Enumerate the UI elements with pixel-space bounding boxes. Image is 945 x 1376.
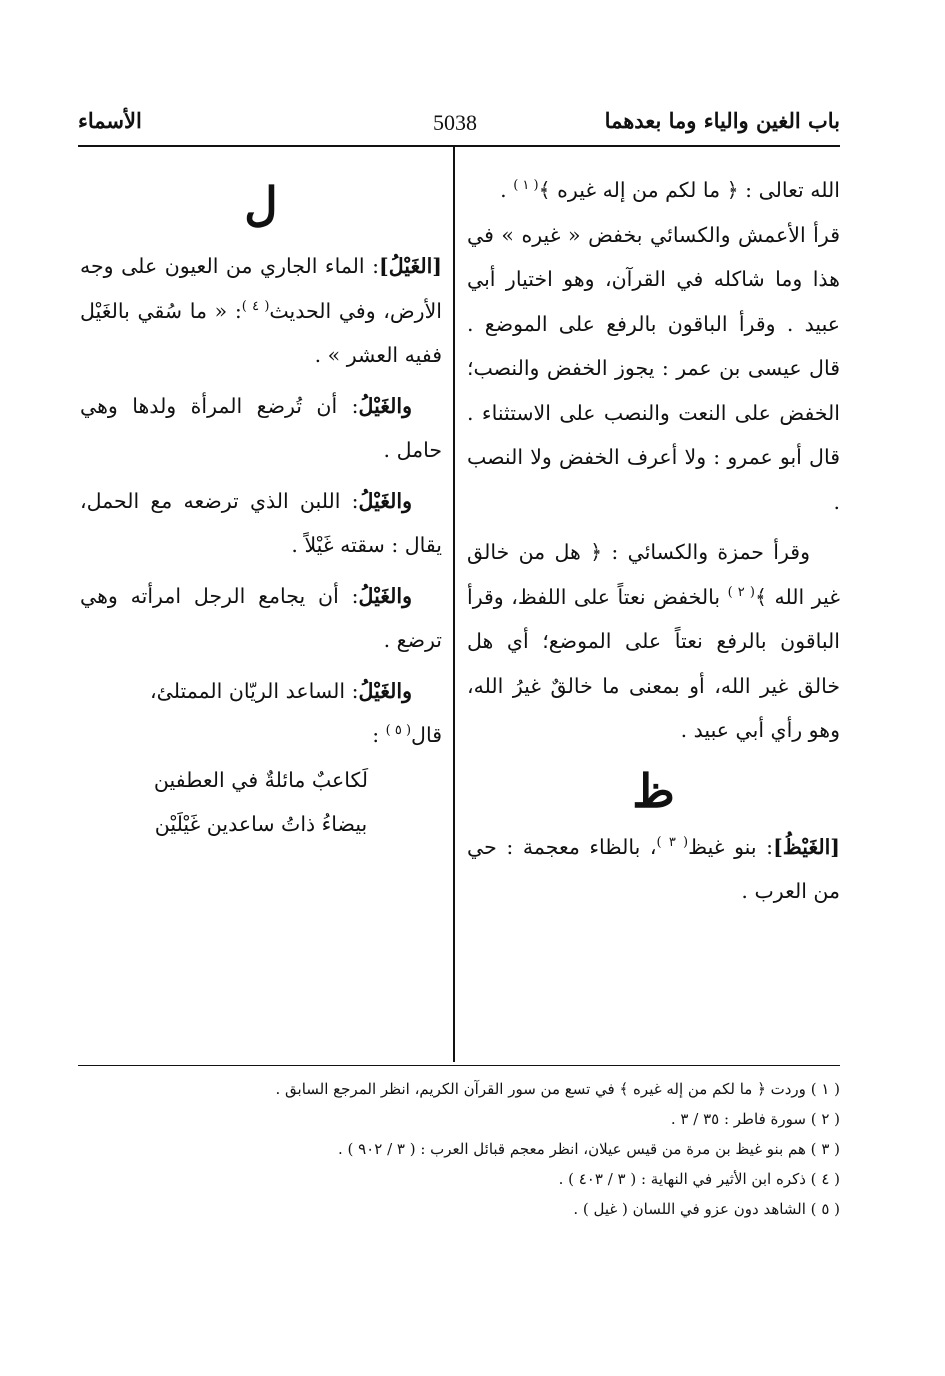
entry: [80, 384, 442, 473]
footnote-ref: ( ٣ ): [656, 834, 689, 850]
page-number: 5038: [433, 110, 477, 135]
entry-text: : اللبن الذي ترضعه مع الحمل، يقال : سقته غَيْلاً .: [80, 488, 442, 557]
quran-quote-1: الله تعالى : ﴿ ما لكم من إله غيره ﴾: [538, 178, 840, 202]
column-divider: [453, 146, 455, 1062]
entry: [467, 825, 840, 914]
poem-verse: [80, 758, 442, 847]
entry-keyword: [الغَيْلُ]: [379, 254, 442, 278]
header-rule: [78, 145, 840, 147]
footnote: ( ٤ ) ذكره ابن الأثير في النهاية : ( ٣ / ٤٠٣ ) .: [558, 1170, 840, 1188]
entry-keyword: والغَيْلُ: [358, 488, 412, 513]
footnote: ( ٢ ) سورة فاطر : ٣٥ / ٣ .: [670, 1110, 840, 1128]
footnote: ( ٥ ) الشاهد دون عزو في اللسان ( غيل ) .: [573, 1200, 840, 1218]
entry-text: : أن تُرضع المرأة ولدها وهي حامل .: [80, 393, 442, 462]
entry-keyword: والغَيْلُ: [358, 678, 412, 703]
left-column: [80, 168, 442, 847]
entry: [80, 669, 442, 714]
paragraph: الله تعالى : ﴿ ما لكم من إله غيره ﴾$^{( ١ )}$ .: [500, 178, 840, 202]
footnote-ref: ( ٢ ): [727, 584, 755, 600]
section-letter: ل: [244, 177, 278, 231]
right-column: [467, 168, 840, 914]
paragraph: [467, 530, 840, 753]
entry-text: : « ما سُقي بالغَيْل ففيه العشر » .: [80, 298, 442, 367]
entry: [80, 244, 442, 378]
entry-text: : أن يجامع الرجل امرأته وهي ترضع .: [80, 583, 442, 652]
qala-line: قال$^{( ٥ )}$ :: [372, 723, 442, 747]
entry: [80, 479, 442, 568]
chapter-title: باب الغين والياء وما بعدهما: [604, 108, 840, 133]
entry-keyword: والغَيْلُ: [358, 583, 412, 608]
running-header: [78, 108, 840, 144]
footnote-ref: ( ١ ): [513, 178, 539, 194]
verse-line: لَكاعبٌ مائلةٌ في العطفين: [153, 767, 369, 792]
footnote: ( ١ ) وردت ﴿ ما لكم من إله غيره ﴾ في تسع من سور القرآن الكريم، انظر المرجع السابق .: [275, 1080, 840, 1098]
entry-text: : بنو غيظ: [688, 834, 774, 859]
footnotes: [140, 1074, 840, 1224]
entry-keyword: والغَيْلُ: [358, 393, 412, 418]
verse-line: بيضاءُ ذاتُ ساعدين غَيْلَيْن: [154, 812, 368, 836]
footnote-ref: ( ٤ ): [241, 298, 270, 314]
footnote: ( ٣ ) هم بنو غيظ بن مرة من قيس عيلان، انظر معجم قبائل العرب : ( ٣ / ٩٠٢ ) .: [337, 1140, 840, 1158]
qala-text: قال: [411, 723, 442, 747]
entry-keyword: [الغَيْظُ]: [773, 834, 840, 859]
footnote-ref: ( ٥ ): [385, 723, 412, 739]
section-letter: ظ: [632, 763, 675, 818]
entry-text: ، بالظاء معجمة : حي من العرب .: [467, 834, 840, 903]
paragraph-text: بالخفض نعتاً على اللفظ، وقرأ الباقون بالرفع نعتاً على الموضع؛ أي هل خالق غير الله، أو بمعنى ما خالقٌ غيرُ الله، وهو رأي أبي عبيد .: [467, 584, 840, 742]
entry: [80, 574, 442, 663]
entry-text: : الماء الجاري من العيون على وجه الأرض، وفي الحديث: [80, 254, 442, 323]
footnote-rule: [78, 1065, 840, 1066]
quran-quote-2: وقرأ حمزة والكسائي : ﴿ هل من خالق غير الله ﴾: [467, 540, 840, 609]
section-title: الأسماء: [78, 108, 142, 133]
entry-text: : الساعد الريّان الممتلئ،: [150, 678, 359, 703]
paragraph: قرأ الأعمش والكسائي بخفض « غيره » في هذا وما شاكله في القرآن، وهو اختيار أبي عبيد . وقرأ الباقون بالرفع على الموضع . قال عيسى بن عمر : يجوز الخفض والنصب؛ الخفض على النعت والنصب على الاستثناء . قال أبو عمرو : ولا أعرف الخفض ولا النصب .: [467, 222, 840, 514]
